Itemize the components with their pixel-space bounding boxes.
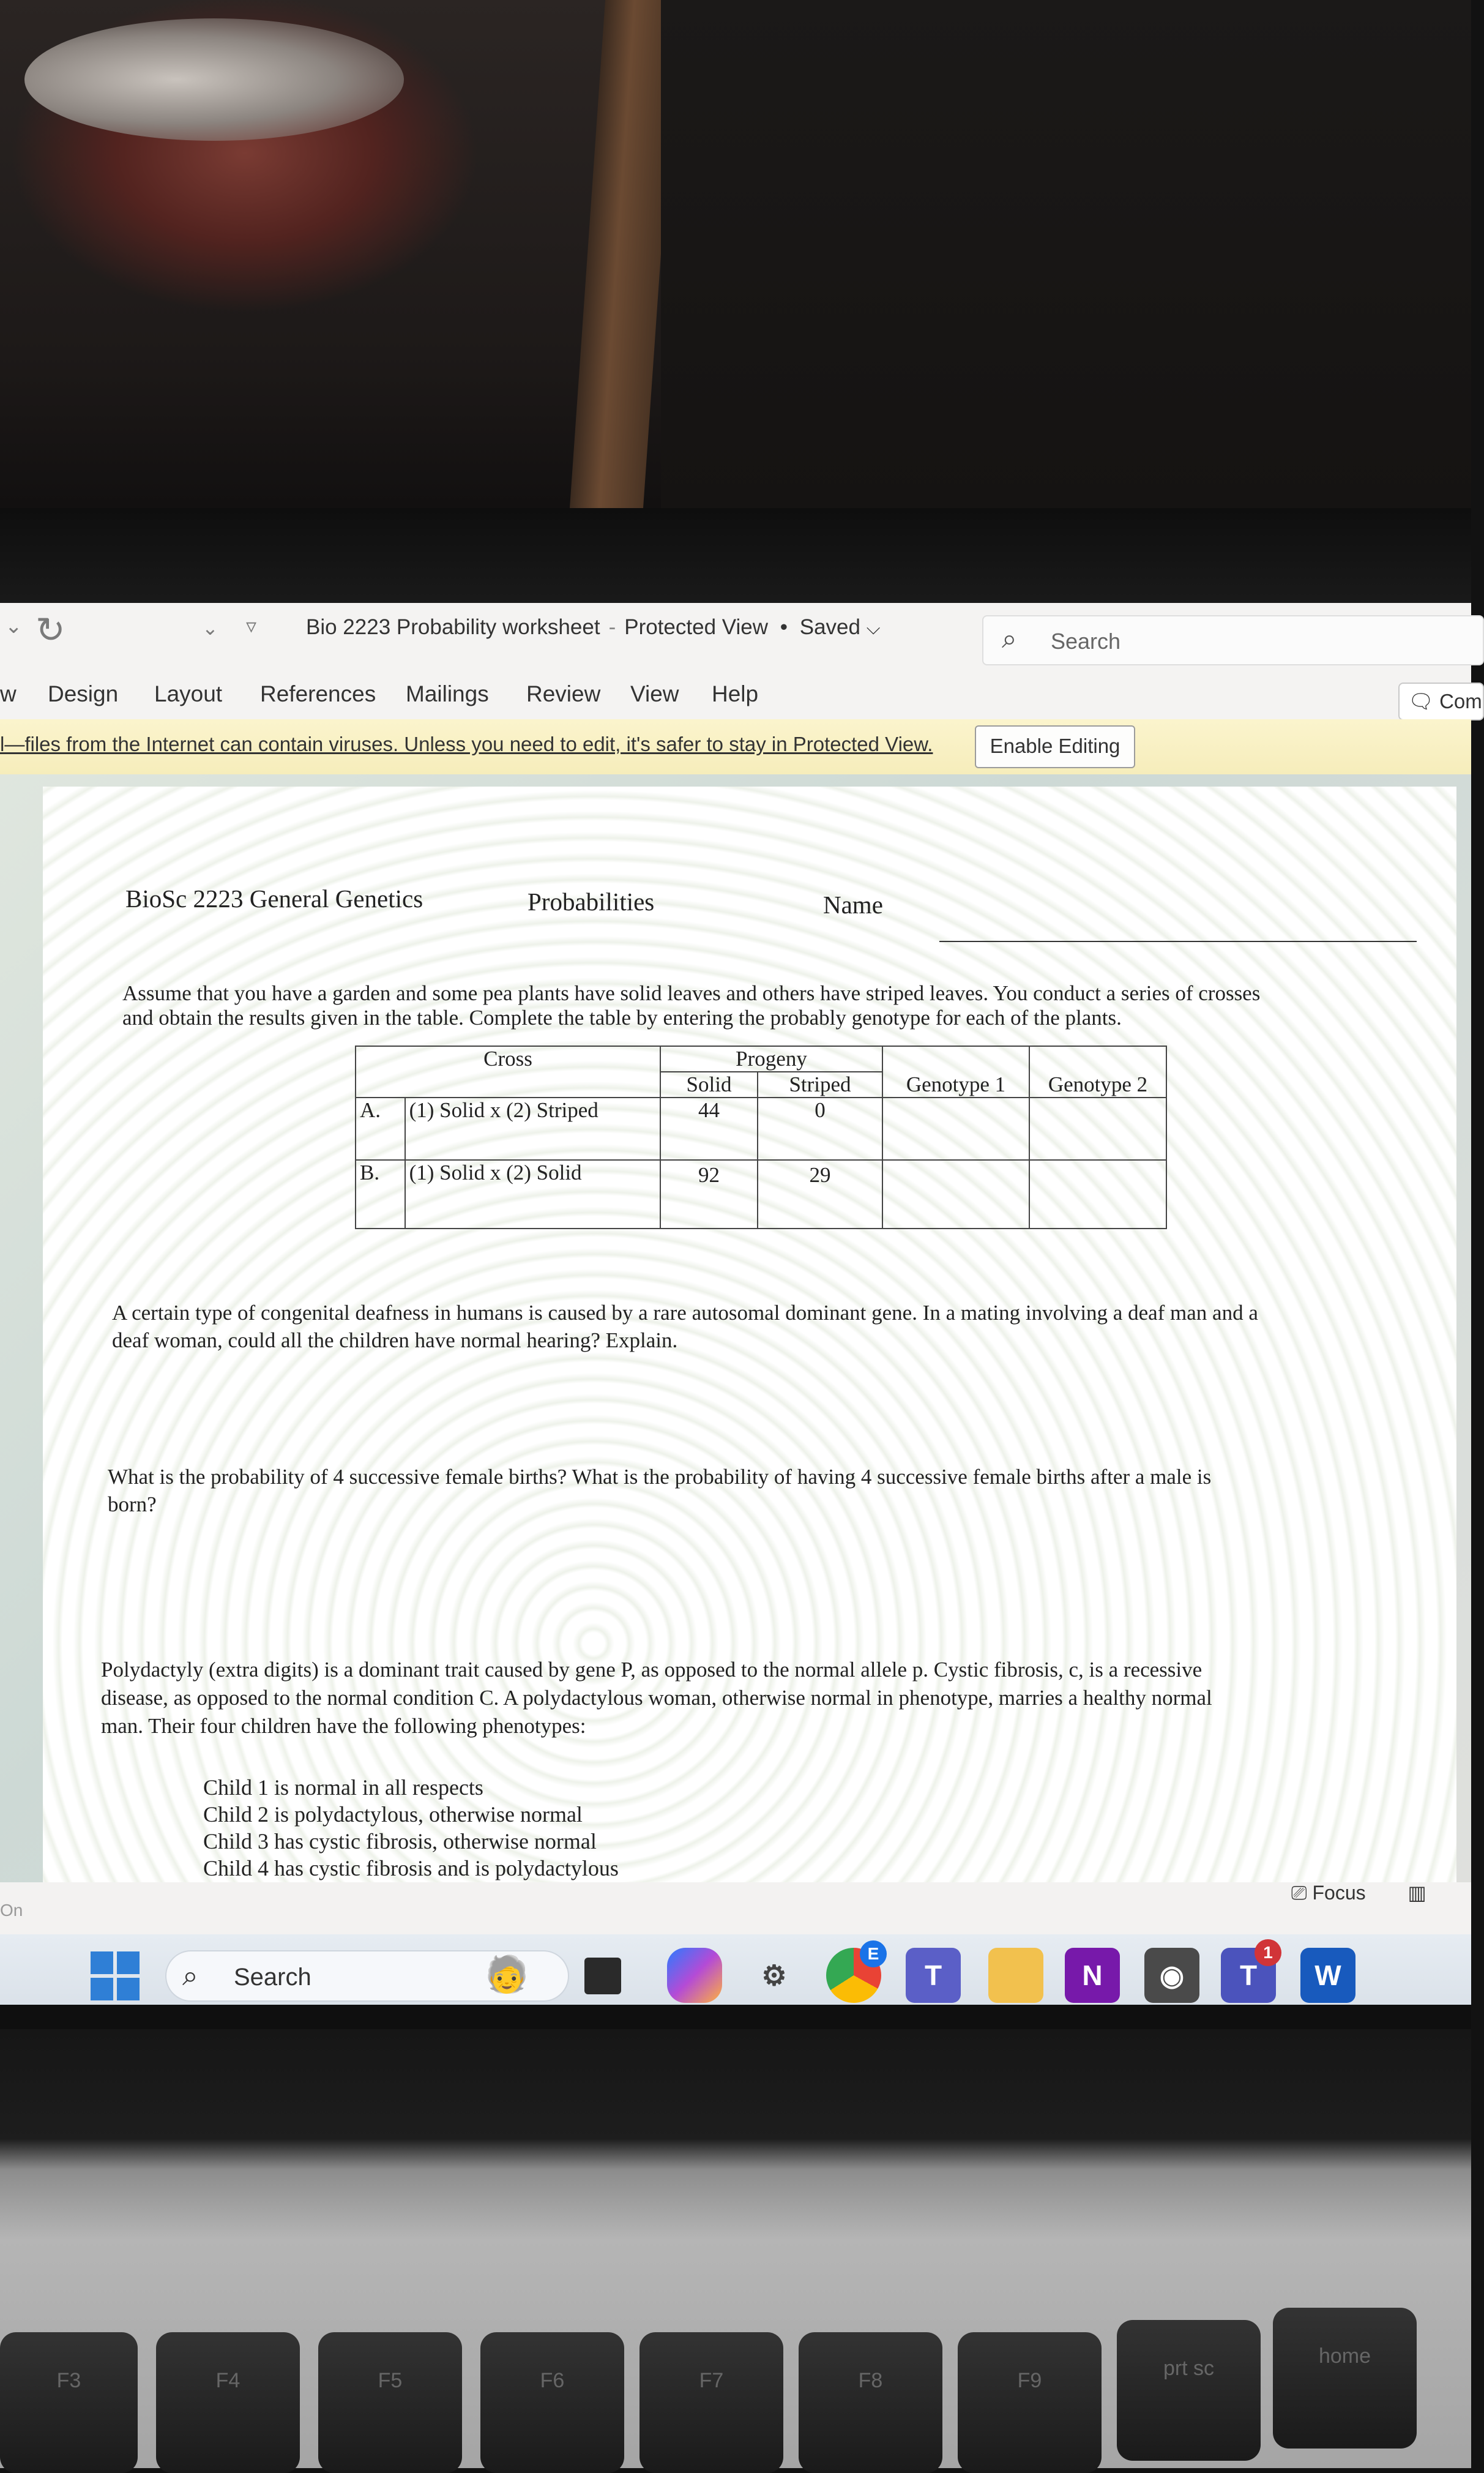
focus-button[interactable] [1291, 1881, 1426, 1905]
teams-icon[interactable]: T [906, 1948, 961, 2003]
background-photo [0, 0, 1471, 508]
comment-icon: 🗨 [1408, 690, 1434, 713]
customize-qat-icon[interactable]: ▿ [246, 615, 257, 638]
polydactyly-line-3: man. Their four children have the following phenotypes: [101, 1714, 586, 1738]
chevron-down-icon[interactable]: ⌄ [202, 617, 218, 639]
document-page[interactable] [43, 787, 1456, 1882]
camera-icon[interactable]: ◉ [1144, 1948, 1199, 2003]
polydactyly-line-1: Polydactyly (extra digits) is a dominant trait caused by gene P, as opposed to the normal allele p. Cystic fibrosis, c, is a recessive [101, 1658, 1202, 1682]
tab-design[interactable]: Design [48, 681, 119, 706]
start-tile [117, 1978, 140, 2000]
search-placeholder: Search [1051, 629, 1121, 654]
protected-view-bar [0, 719, 1471, 776]
focus-icon: ⎚ [1291, 1882, 1307, 1904]
row-solid: 44 [660, 1098, 758, 1160]
comments-button[interactable] [1398, 683, 1484, 720]
name-label: Name [823, 891, 883, 919]
protected-view-message: l—files from the Internet can contain viruses. Unless you need to edit, it's safer to stay in Protected View. [0, 733, 933, 755]
row-cross: (1) Solid x (2) Solid [405, 1160, 660, 1229]
row-genotype2-empty[interactable] [1029, 1098, 1166, 1160]
document-canvas [0, 774, 1471, 1882]
key-home: home [1273, 2308, 1417, 2449]
row-striped: 0 [758, 1098, 882, 1160]
deafness-line-1: A certain type of congenital deafness in humans is caused by a rare autosomal dominant gene. In a mating involving a deaf man and a [112, 1301, 1258, 1325]
taskbar-search-label: Search [234, 1964, 311, 1991]
status-left: On [0, 1901, 23, 1920]
genotype1-header: Genotype 1 [882, 1046, 1029, 1098]
polydactyly-line-2: disease, as opposed to the normal condition C. A polydactylous woman, otherwise normal in phenotype, marries a healthy normal [101, 1686, 1212, 1710]
settings-icon[interactable]: ⚙ [761, 1959, 787, 1991]
tab-help[interactable]: Help [712, 681, 759, 706]
task-view-icon[interactable] [584, 1958, 621, 1994]
row-label: B. [356, 1160, 405, 1229]
title-separator: - [608, 615, 616, 639]
tab-layout[interactable]: Layout [154, 681, 223, 706]
key-f3: F3 [0, 2332, 138, 2473]
row-striped: 29 [758, 1160, 882, 1229]
onenote-icon[interactable]: N [1065, 1948, 1120, 2003]
read-mode-icon[interactable]: ▥ [1408, 1882, 1426, 1904]
table-row [356, 1098, 1166, 1160]
genotype-table [355, 1046, 1167, 1229]
tab-mailings[interactable]: Mailings [406, 681, 489, 706]
tab-partial[interactable]: w [0, 681, 17, 706]
search-icon: ⌕ [1002, 624, 1017, 654]
key-f8: F8 [799, 2332, 942, 2473]
row-cross: (1) Solid x (2) Striped [405, 1098, 660, 1160]
document-title[interactable] [306, 615, 880, 640]
key-f9: F9 [958, 2332, 1102, 2473]
key-f4: F4 [156, 2332, 300, 2473]
search-icon: ⌕ [182, 1959, 198, 1991]
name-underline [939, 941, 1417, 942]
key-f7: F7 [639, 2332, 783, 2473]
solid-header: Solid [660, 1072, 758, 1098]
intro-line-1: Assume that you have a garden and some pea plants have solid leaves and others have striped leaves. You conduct a series of crosses [122, 981, 1261, 1005]
chevron-down-icon[interactable]: ⌵ [866, 618, 881, 638]
key-f5: F5 [318, 2332, 462, 2473]
title-bar [0, 603, 1471, 670]
redo-icon[interactable]: ↻ [35, 610, 65, 650]
start-tile [91, 1951, 113, 1974]
genotype2-header: Genotype 2 [1029, 1046, 1166, 1098]
search-box[interactable] [982, 615, 1484, 665]
ribbon-tabs [0, 670, 1471, 719]
teams-work-icon[interactable]: T [1221, 1948, 1276, 2003]
background-wall [661, 0, 1471, 508]
copilot-icon[interactable] [667, 1948, 722, 2003]
striped-header: Striped [758, 1072, 882, 1098]
focus-label: Focus [1312, 1882, 1366, 1904]
chrome-profile-badge: E [860, 1940, 887, 1967]
word-icon[interactable]: W [1300, 1948, 1355, 2003]
key-prtsc: prt sc [1117, 2320, 1261, 2461]
laptop-bezel-top [0, 508, 1471, 606]
comments-label: Com [1439, 690, 1482, 713]
row-genotype1-empty[interactable] [882, 1098, 1029, 1160]
child-2: Child 2 is polydactylous, otherwise normal [203, 1802, 583, 1827]
table-row [356, 1160, 1166, 1229]
row-genotype2-empty[interactable] [1029, 1160, 1166, 1229]
tab-view[interactable]: View [630, 681, 679, 706]
table-header-row-1 [356, 1046, 1166, 1072]
cross-subheader-empty [356, 1072, 660, 1098]
row-solid: 92 [660, 1160, 758, 1229]
background-pillow [24, 18, 404, 141]
row-genotype1-empty[interactable] [882, 1160, 1029, 1229]
row-label: A. [356, 1098, 405, 1160]
topic-title: Probabilities [528, 888, 655, 916]
child-3: Child 3 has cystic fibrosis, otherwise normal [203, 1829, 597, 1854]
notification-badge: 1 [1255, 1939, 1281, 1966]
deafness-line-2: deaf woman, could all the children have normal hearing? Explain. [112, 1328, 678, 1352]
tab-review[interactable]: Review [526, 681, 601, 706]
laptop-screen [0, 603, 1482, 2017]
laptop-bezel-bottom [0, 2005, 1471, 2029]
laptop-keyboard [0, 2029, 1471, 2468]
enable-editing-button[interactable]: Enable Editing [975, 725, 1135, 768]
child-4: Child 4 has cystic fibrosis and is polydactylous [203, 1856, 619, 1880]
tab-references[interactable]: References [260, 681, 376, 706]
file-explorer-icon[interactable] [988, 1948, 1043, 2003]
save-status: Saved [799, 615, 860, 639]
key-f6: F6 [480, 2332, 624, 2473]
births-line-2: born? [108, 1492, 157, 1516]
search-highlight-icon: 🧓 [485, 1955, 529, 1994]
cross-header: Cross [356, 1046, 660, 1072]
progeny-header: Progeny [660, 1046, 882, 1072]
course-title: BioSc 2223 General Genetics [125, 885, 423, 913]
view-mode: Protected View [624, 615, 768, 639]
windows-start-icon[interactable] [91, 1951, 140, 2000]
births-line-1: What is the probability of 4 successive female births? What is the probability of having 4 successive female births after a male is [108, 1465, 1212, 1489]
document-name: Bio 2223 Probability worksheet [306, 615, 600, 639]
intro-line-2: and obtain the results given in the table. Complete the table by entering the probably genotype for each of the plants. [122, 1006, 1122, 1030]
taskbar-search[interactable] [165, 1950, 569, 2002]
dot-icon: • [780, 615, 788, 639]
chevron-down-icon[interactable]: ⌄ [5, 615, 23, 638]
child-1: Child 1 is normal in all respects [203, 1775, 483, 1800]
start-tile [117, 1951, 140, 1974]
start-tile [91, 1978, 113, 2000]
